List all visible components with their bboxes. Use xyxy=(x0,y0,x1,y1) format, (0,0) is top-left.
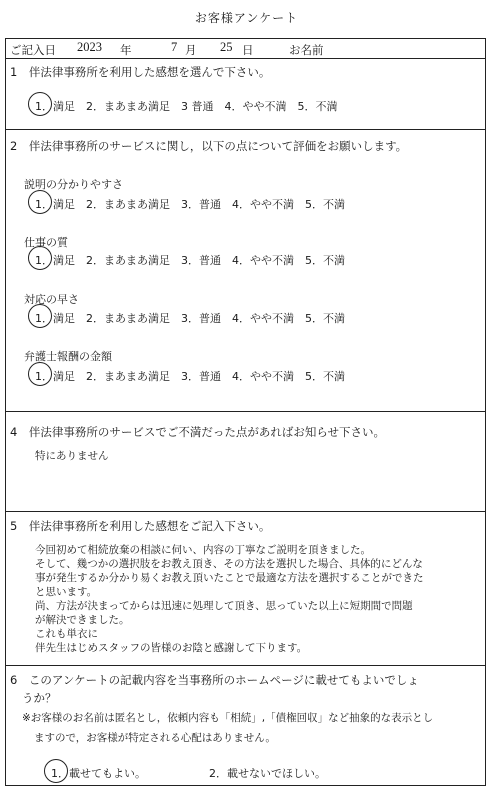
q2-item-label: 弁護士報酬の金額 xyxy=(24,350,112,363)
question-5: 5 伴法律事務所を利用した感想をご記入下さい。 xyxy=(10,519,271,533)
q5-answer-line[interactable]: 尚、方法が決まってからは迅速に処理して頂き、思っていた以上に短期間で問題 xyxy=(35,600,413,612)
q5-answer-line[interactable]: 今回初めて相続放棄の相談に伺い、内容の丁寧なご説明を頂きました。 xyxy=(35,544,371,556)
divider xyxy=(5,58,486,59)
entry-day[interactable]: 25 xyxy=(220,40,233,54)
q2-item-label: 対応の早さ xyxy=(24,293,79,306)
q2-item-options[interactable]: 1．満足 2．まあまあ満足 3．普通 4．やや不満 5．不満 xyxy=(35,312,345,325)
question-4: 4 伴法律事務所のサービスでご不満だった点があればお知らせ下さい。 xyxy=(10,425,385,439)
q5-answer-line[interactable]: 事が発生するか分かり易くお教え頂いたことで最適な方法を選択することができた xyxy=(35,572,424,584)
name-label: お名前 xyxy=(289,43,324,57)
year-label: 年 xyxy=(120,43,132,57)
q6-note-line2: ますので，お客様が特定される心配はありません。 xyxy=(34,732,276,744)
q2-item-options[interactable]: 1．満足 2．まあまあ満足 3．普通 4．やや不満 5．不満 xyxy=(35,254,345,267)
day-label: 日 xyxy=(242,43,254,57)
q5-answer-line[interactable]: と思います。 xyxy=(35,586,98,598)
q2-item-label: 仕事の質 xyxy=(24,236,68,249)
q6-note-line1: ※お客様のお名前は匿名とし，依頼内容も「相続」,「債権回収」など抽象的な表示とし xyxy=(22,712,434,724)
divider xyxy=(5,411,486,412)
divider xyxy=(5,665,486,666)
entry-month[interactable]: 7 xyxy=(171,40,178,54)
q5-answer-line[interactable]: が解決できました。 xyxy=(35,614,130,626)
q6-option-2[interactable]: 2．載せないでほしい。 xyxy=(209,767,326,780)
q5-answer-line[interactable]: 伴先生はじめスタッフの皆様のお陰と感謝して下ります。 xyxy=(35,642,308,654)
divider xyxy=(5,511,486,512)
q5-answer-line[interactable]: そして、幾つかの選択肢をお教え頂き、その方法を選択した場合、具体的にどんな xyxy=(35,558,423,570)
q4-answer[interactable]: 特にありません xyxy=(35,450,109,462)
q2-item-options[interactable]: 1．満足 2．まあまあ満足 3．普通 4．やや不満 5．不満 xyxy=(35,198,345,211)
page-title: お客様アンケート xyxy=(194,11,299,25)
q1-options[interactable]: 1．満足 2．まあまあ満足 3 普通 4．やや不満 5．不満 xyxy=(35,100,338,113)
question-6-line1: 6 このアンケートの記載内容を当事務所のホームページに載せてもよいでしょ xyxy=(10,673,419,687)
entry-date-label: ご記入日 xyxy=(10,43,56,57)
q5-answer-line[interactable]: これも単衣に xyxy=(35,628,98,640)
question-2: 2 伴法律事務所のサービスに関し，以下の点について評価をお願いします。 xyxy=(10,139,408,153)
question-1: 1 伴法律事務所を利用した感想を選んで下さい。 xyxy=(10,65,271,79)
q2-item-options[interactable]: 1．満足 2．まあまあ満足 3．普通 4．やや不満 5．不満 xyxy=(35,370,345,383)
month-label: 月 xyxy=(185,43,197,57)
q2-item-label: 説明の分かりやすさ xyxy=(24,178,123,191)
entry-year[interactable]: 2023 xyxy=(77,40,102,54)
question-6-line2: うか？ xyxy=(22,691,57,705)
divider xyxy=(5,129,486,130)
q6-option-1[interactable]: 1．載せてもよい。 xyxy=(51,767,146,780)
